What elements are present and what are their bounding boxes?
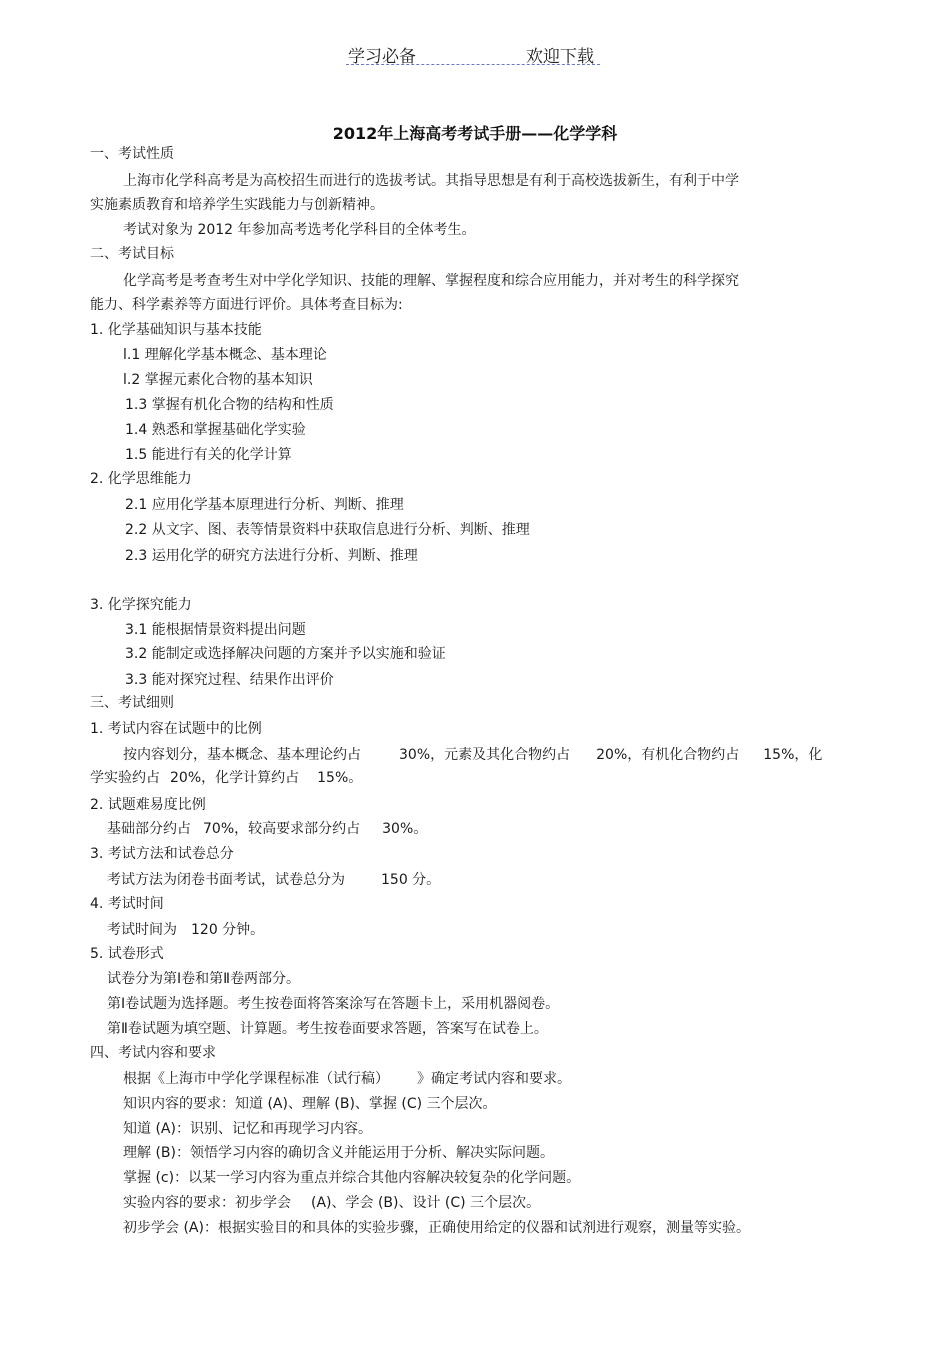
- goal-item: l.2 掌握元素化合物的基本知识: [123, 372, 313, 388]
- goal-item: 2.2 从文字、图、表等情景资料中获取信息进行分析、判断、推理: [125, 522, 530, 538]
- proportion-text: 学实验约占: [90, 770, 160, 786]
- header-dashed-rule: [346, 64, 600, 65]
- goal-item: 1.5 能进行有关的化学计算: [125, 447, 292, 463]
- total-score-value: 150 分。: [381, 872, 441, 888]
- exam-method-line: [107, 871, 440, 889]
- exam-method-text: 考试方法为闭卷书面考试，试卷总分为: [107, 872, 345, 888]
- goal-group-title-1: 1. 化学基础知识与基本技能: [90, 322, 262, 338]
- content-line: 知道 (A)：识别、记忆和再现学习内容。: [123, 1121, 372, 1137]
- content-line: [123, 1070, 571, 1088]
- content-text: 实验内容的要求：初步学会: [123, 1195, 291, 1211]
- difficulty-value: 30%。: [382, 821, 428, 837]
- paper-form-line: 第Ⅱ卷试题为填空题、计算题。考生按卷面要求答题，答案写在试卷上。: [107, 1021, 548, 1037]
- content-text: (A)、学会 (B)、设计 (C) 三个层次。: [311, 1195, 541, 1211]
- proportion-line-a: [123, 746, 822, 764]
- content-text: 根据《上海市中学化学课程标准（试行稿）: [123, 1071, 389, 1087]
- paper-form-line: 第Ⅰ卷试题为选择题。考生按卷面将答案涂写在答题卡上，采用机器阅卷。: [107, 996, 560, 1012]
- goal-item: 2.3 运用化学的研究方法进行分析、判断、推理: [125, 548, 418, 564]
- goal-item: l.1 理解化学基本概念、基本理论: [123, 347, 327, 363]
- document-title: 2012年上海高考考试手册——化学学科: [332, 124, 618, 143]
- s2-paragraph-1b: 能力、科学素养等方面进行评价。具体考查目标为:: [90, 297, 403, 313]
- proportion-value: 30%，元素及其化合物约占: [399, 747, 571, 763]
- goal-group-title-3: 3. 化学探究能力: [90, 597, 192, 613]
- difficulty-line: [107, 820, 427, 838]
- exam-time-value: 120 分钟。: [191, 922, 265, 938]
- section-heading-2: 二、考试目标: [90, 246, 174, 262]
- proportion-text: 按内容划分，基本概念、基本理论约占: [123, 747, 361, 763]
- s1-paragraph-1a: 上海市化学科高考是为高校招生而进行的选拔考试。其指导思想是有利于高校选拔新生，有利于中学: [123, 173, 739, 189]
- difficulty-text: 基础部分约占: [107, 821, 191, 837]
- proportion-value: 20%，化学计算约占: [170, 770, 300, 786]
- proportion-value: 20%，有机化合物约占: [596, 747, 740, 763]
- section-heading-4: 四、考试内容和要求: [90, 1045, 216, 1061]
- content-line: 理解 (B)：领悟学习内容的确切含义并能运用于分析、解决实际问题。: [123, 1145, 554, 1161]
- rule-title-4: 4. 考试时间: [90, 896, 164, 912]
- exam-time-text: 考试时间为: [107, 922, 177, 938]
- rule-title-5: 5. 试卷形式: [90, 946, 164, 962]
- proportion-value: 15%，化: [763, 747, 823, 763]
- content-line: 初步学会 (A)：根据实验目的和具体的实验步骤，正确使用给定的仪器和试剂进行观察，测量等实验。: [123, 1220, 750, 1236]
- s2-paragraph-1a: 化学高考是考查考生对中学化学知识、技能的理解、掌握程度和综合应用能力，并对考生的科学探究: [123, 273, 739, 289]
- rule-title-1: 1. 考试内容在试题中的比例: [90, 721, 262, 737]
- goal-item: 1.3 掌握有机化合物的结构和性质: [125, 397, 334, 413]
- rule-title-3: 3. 考试方法和试卷总分: [90, 846, 234, 862]
- paper-form-line: 试卷分为第Ⅰ卷和第Ⅱ卷两部分。: [107, 971, 301, 987]
- content-line: [123, 1194, 540, 1212]
- content-text: 》确定考试内容和要求。: [417, 1071, 571, 1087]
- section-heading-3: 三、考试细则: [90, 695, 174, 711]
- goal-item: 2.1 应用化学基本原理进行分析、判断、推理: [125, 497, 404, 513]
- content-line: 掌握 (c)：以某一学习内容为重点并综合其他内容解决较复杂的化学问题。: [123, 1170, 581, 1186]
- section-heading-1: 一、考试性质: [90, 146, 174, 162]
- goal-item: 3.3 能对探究过程、结果作出评价: [125, 672, 334, 688]
- goal-group-title-2: 2. 化学思维能力: [90, 471, 192, 487]
- rule-title-2: 2. 试题难易度比例: [90, 797, 206, 813]
- goal-item: 3.1 能根据情景资料提出问题: [125, 622, 306, 638]
- s1-paragraph-2: 考试对象为 2012 年参加高考选考化学科目的全体考生。: [123, 222, 476, 238]
- proportion-value: 15%。: [317, 770, 363, 786]
- content-line: 知识内容的要求：知道 (A)、理解 (B)、掌握 (C) 三个层次。: [123, 1096, 497, 1112]
- goal-item: 1.4 熟悉和掌握基础化学实验: [125, 422, 306, 438]
- header-left-text: 学习必备: [348, 47, 416, 67]
- goal-item: 3.2 能制定或选择解决问题的方案并予以实施和验证: [125, 646, 446, 662]
- exam-time-line: [107, 921, 264, 939]
- s1-paragraph-1b: 实施素质教育和培养学生实践能力与创新精神。: [90, 197, 384, 213]
- difficulty-value: 70%，较高要求部分约占: [203, 821, 361, 837]
- proportion-line-b: [90, 769, 362, 787]
- header-right-text: 欢迎下载: [526, 47, 594, 67]
